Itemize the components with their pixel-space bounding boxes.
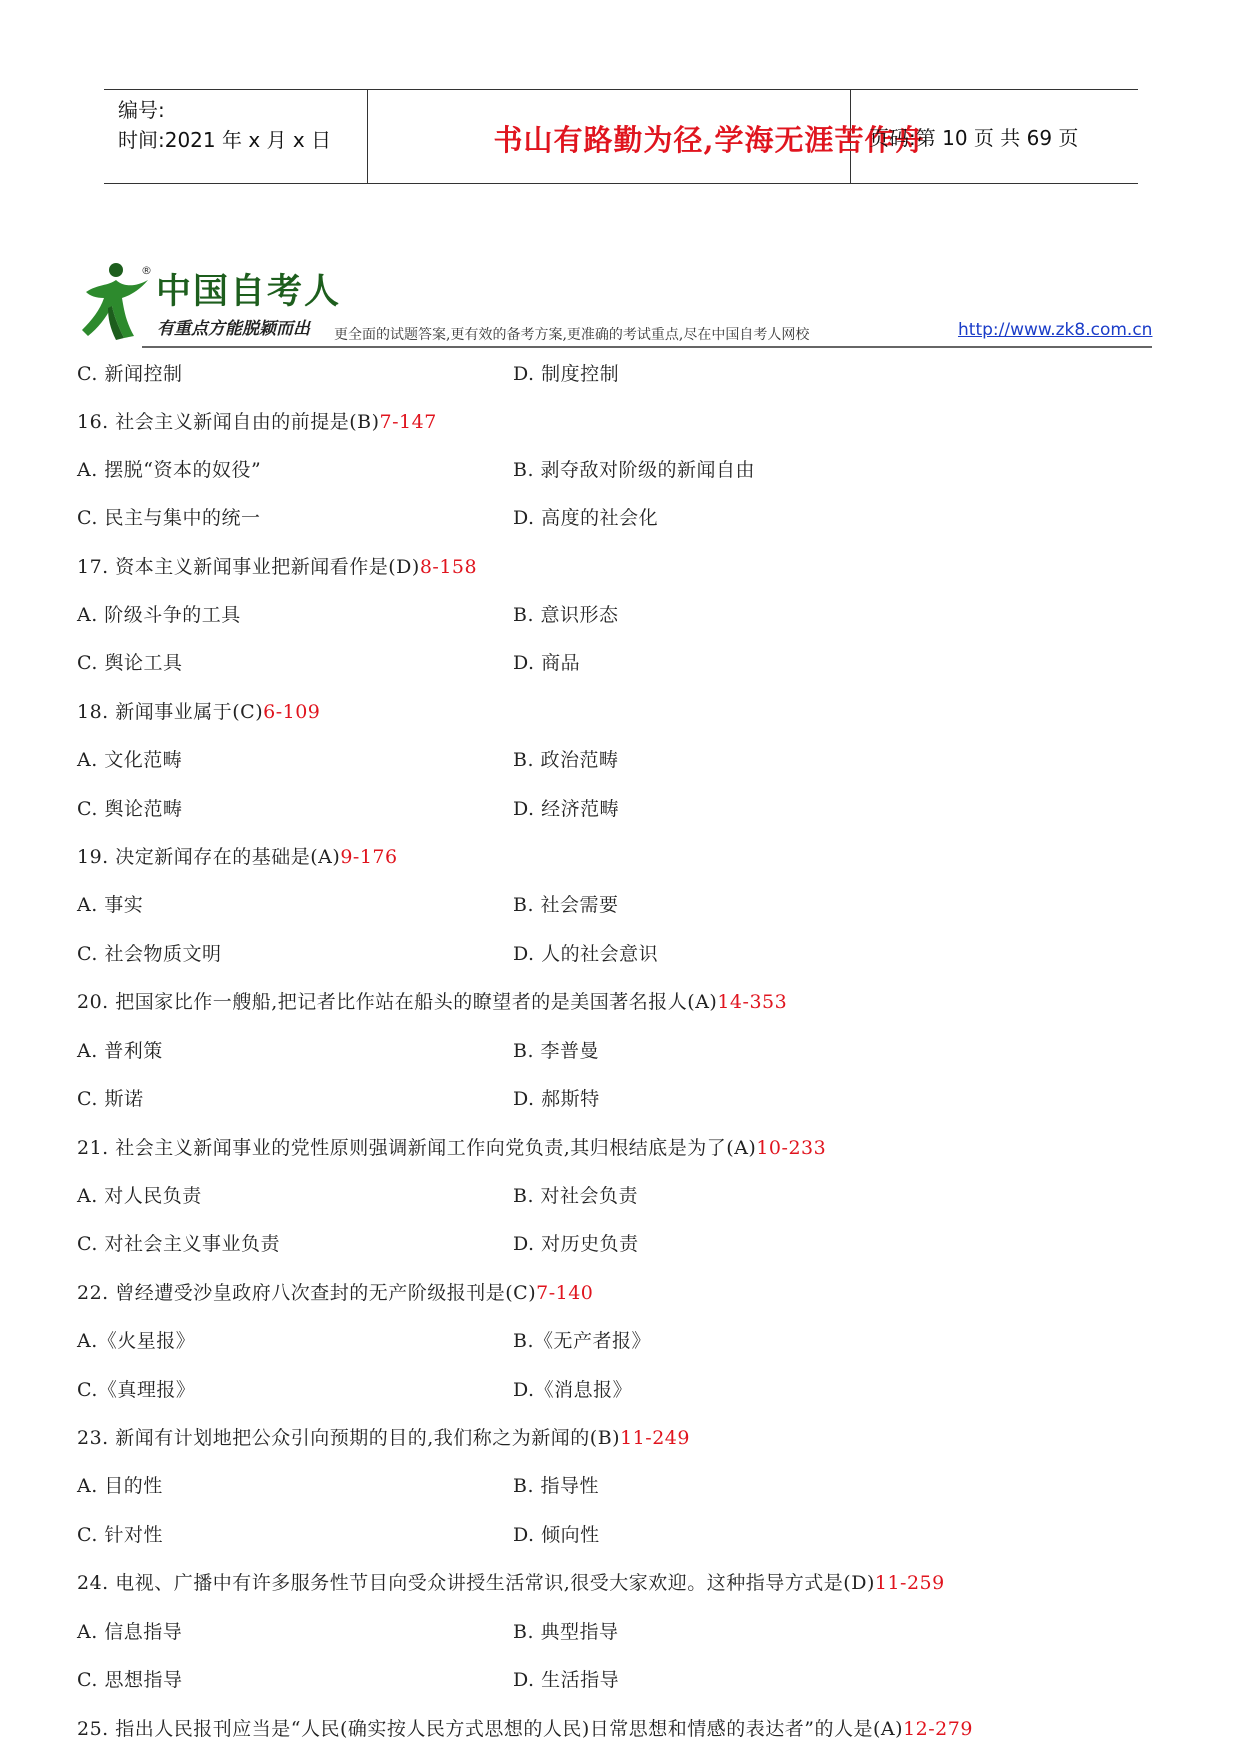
option-a: A.《火星报》 — [77, 1330, 196, 1352]
option-b: B. 李普曼 — [513, 1040, 600, 1062]
option-b: B. 意识形态 — [513, 604, 619, 626]
question-16: 16. 社会主义新闻自由的前提是(B)7-147 — [77, 411, 437, 433]
option-a: A. 对人民负责 — [77, 1185, 202, 1207]
option-d: D. 人的社会意识 — [513, 943, 659, 965]
brand-banner — [78, 262, 1168, 350]
page-reference: 11-249 — [620, 1427, 690, 1449]
option-b: B. 典型指导 — [513, 1621, 619, 1643]
option-a: A. 文化范畴 — [77, 749, 183, 771]
option-d: D. 制度控制 — [513, 363, 620, 385]
page-reference: 11-259 — [874, 1572, 945, 1594]
option-b: B. 社会需要 — [513, 894, 619, 916]
option-b: B. 剥夺敌对阶级的新闻自由 — [513, 459, 756, 481]
page-reference: 7-147 — [379, 411, 437, 433]
option-c: C. 民主与集中的统一 — [77, 507, 261, 529]
brand-slogan: 有重点方能脱颖而出 — [157, 319, 310, 339]
option-d: D. 郝斯特 — [513, 1088, 600, 1110]
option-d: D. 高度的社会化 — [513, 507, 659, 529]
option-c: C. 新闻控制 — [77, 363, 183, 385]
option-d: D. 对历史负责 — [513, 1233, 639, 1255]
page-reference: 7-140 — [536, 1282, 594, 1304]
number-label: 编号: — [118, 98, 165, 122]
page-reference: 8-158 — [419, 556, 478, 578]
question-17: 17. 资本主义新闻事业把新闻看作是(D)8-158 — [77, 556, 478, 578]
option-a: A. 摆脱“资本的奴役” — [77, 459, 262, 481]
option-c: C.《真理报》 — [77, 1379, 196, 1401]
option-d: D. 生活指导 — [513, 1669, 620, 1691]
option-a: A. 事实 — [77, 894, 144, 916]
option-c: C. 思想指导 — [77, 1669, 183, 1691]
option-a: A. 普利策 — [77, 1040, 163, 1062]
question-20: 20. 把国家比作一艘船,把记者比作站在船头的瞭望者的是美国著名报人(A)14-353 — [77, 991, 788, 1013]
option-d: D. 倾向性 — [513, 1524, 600, 1546]
option-c: C. 舆论范畴 — [77, 798, 183, 820]
option-c: C. 舆论工具 — [77, 652, 183, 674]
option-b: B. 对社会负责 — [513, 1185, 639, 1207]
option-c: C. 斯诺 — [77, 1088, 144, 1110]
option-b: B. 指导性 — [513, 1475, 600, 1497]
brand-divider — [142, 346, 1152, 348]
option-c: C. 针对性 — [77, 1524, 163, 1546]
question-23: 23. 新闻有计划地把公众引向预期的目的,我们称之为新闻的(B)11-249 — [77, 1427, 690, 1449]
question-18: 18. 新闻事业属于(C)6-109 — [77, 701, 321, 723]
option-a: A. 信息指导 — [77, 1621, 183, 1643]
document-header — [104, 89, 1138, 184]
question-24: 24. 电视、广播中有许多服务性节目向受众讲授生活常识,很受大家欢迎。这种指导方式是(D)11-259 — [77, 1572, 945, 1594]
page-reference: 9-176 — [340, 846, 398, 868]
question-22: 22. 曾经遭受沙皇政府八次查封的无产阶级报刊是(C)7-140 — [77, 1282, 594, 1304]
page-reference: 6-109 — [263, 701, 321, 723]
option-a: A. 阶级斗争的工具 — [77, 604, 241, 626]
option-c: C. 对社会主义事业负责 — [77, 1233, 280, 1255]
registered-mark: ® — [141, 264, 152, 277]
question-21: 21. 社会主义新闻事业的党性原则强调新闻工作向党负责,其归根结底是为了(A)10-233 — [77, 1137, 827, 1159]
question-25: 25. 指出人民报刊应当是“人民(确实按人民方式思想的人民)日常思想和情感的表达者”的人是(A)12-279 — [77, 1718, 973, 1740]
header-meta — [118, 95, 331, 155]
option-d: D.《消息报》 — [513, 1379, 633, 1401]
brand-name: 中国自考人 — [156, 272, 342, 312]
page-reference: 14-353 — [717, 991, 788, 1013]
option-d: D. 经济范畴 — [513, 798, 620, 820]
header-divider — [367, 90, 368, 183]
option-c: C. 社会物质文明 — [77, 943, 222, 965]
brand-url-link[interactable]: http://www.zk8.com.cn — [958, 320, 1153, 340]
option-a: A. 目的性 — [77, 1475, 163, 1497]
option-b: B. 政治范畴 — [513, 749, 619, 771]
question-19: 19. 决定新闻存在的基础是(A)9-176 — [77, 846, 398, 868]
time-label: 时间:2021 年 x 月 x 日 — [118, 128, 332, 152]
page-reference: 10-233 — [756, 1137, 827, 1159]
brand-tagline: 更全面的试题答案,更有效的备考方案,更准确的考试重点,尽在中国自考人网校 — [334, 327, 810, 343]
page-reference: 12-279 — [903, 1718, 973, 1740]
header-motto: 书山有路勤为径,学海无涯苦作舟 — [493, 123, 925, 157]
option-b: B.《无产者报》 — [513, 1330, 652, 1352]
option-d: D. 商品 — [513, 652, 581, 674]
page-indicator: 页码:第 10 页 共 69 页 — [869, 126, 1079, 150]
